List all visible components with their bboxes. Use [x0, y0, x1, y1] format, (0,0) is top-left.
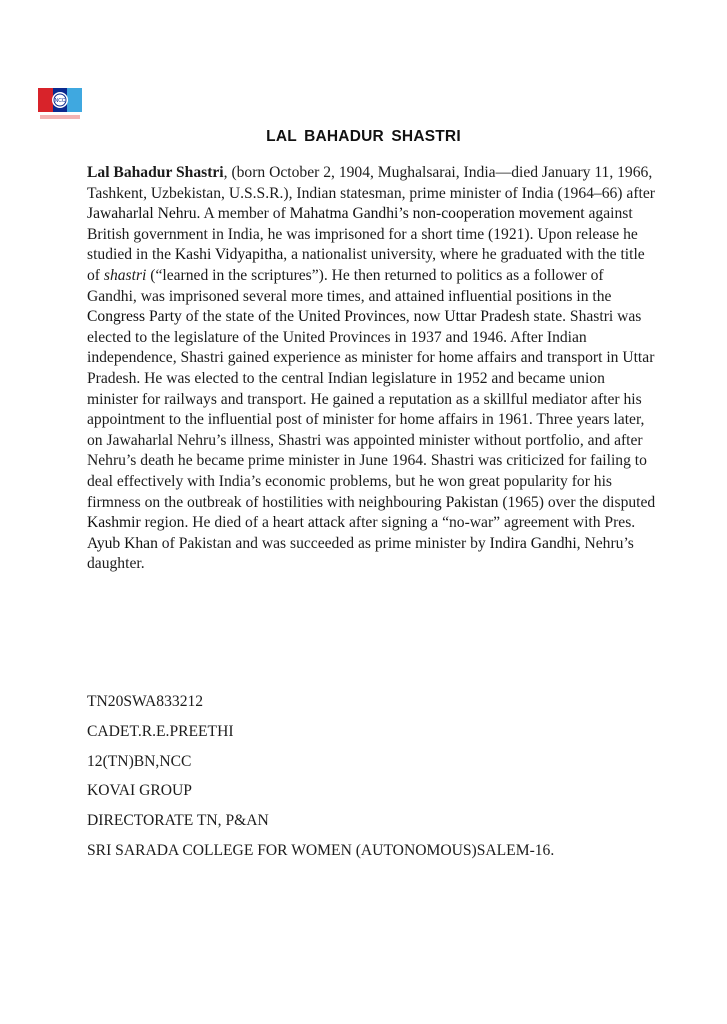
- cadet-number: TN20SWA833212: [87, 693, 204, 710]
- ncc-logo: [38, 88, 82, 124]
- link-pakistan[interactable]: Pakistan: [445, 493, 499, 511]
- text-segment: , now: [405, 308, 445, 326]
- text-segment: , (born October 2, 1904, Mughalsarai, India—died January 11, 1966, Tashkent, Uzbekistan, U.S.S.R.), Indian statesman, prime minister of India (1964–66) after: [87, 164, 655, 202]
- text-segment: . A member of: [196, 205, 290, 223]
- link-united-provinces[interactable]: United Provinces: [297, 308, 406, 326]
- link-indira-gandhi[interactable]: Indira Gandhi: [489, 534, 577, 552]
- group: KOVAI GROUP: [87, 782, 192, 800]
- text-segment: (1965) over the disputed: [498, 493, 656, 511]
- directorate: DIRECTORATE TN, P&AN: [87, 812, 269, 830]
- text-segment: , a nationalist university, where he graduated with the title of: [87, 246, 645, 284]
- cadet-name: CADET.R.E.PREETHI: [87, 722, 234, 740]
- logo-text: NCC: [54, 98, 66, 104]
- text-segment: (“learned in the scriptures”). He then returned to politics as a follower of Gandhi, was imprisoned several more times, and attained influential positions in the: [87, 266, 612, 305]
- battalion: 12(TN)BN,NCC: [87, 752, 192, 770]
- text-segment: of Pakistan and was succeeded as prime minister by: [157, 534, 490, 552]
- text-segment: against British government in India, he was imprisoned for a short time (1921). Upon release he studied in the: [87, 205, 638, 264]
- text-segment: after signing a “no-war” agreement with Pres.: [345, 514, 636, 532]
- link-jawaharlal-nehru[interactable]: Jawaharlal Nehru: [87, 205, 197, 223]
- page-title: LAL BAHADUR SHASTRI: [266, 128, 461, 145]
- link-kashmir[interactable]: Kashmir: [87, 514, 141, 532]
- text-segment: region. He died of a: [140, 514, 273, 532]
- text-segment: state. Shastri was elected to the legislature of the United Provinces in 1937 and 1946. After Indian independence, Shastri gained experience as minister for home affairs and transport in Uttar Pradesh. He was elected to the central Indian legislature in 1952 and became union minister for railways and transport. He gained a reputation as a skillful mediator after his appointment to the influential post of minister for home affairs in 1961. Three years later, on Jawaharlal Nehru’s illness, Shastri was appointed minister without portfolio, and after Nehru’s death he became prime minister in June 1964. Shastri was criticized for failing to deal effectively with India’s economic problems, but he won great popularity for his firmness on the outbreak of hostilities with neighbouring: [87, 308, 655, 511]
- college: SRI SARADA COLLEGE FOR WOMEN (AUTONOMOUS)SALEM-16.: [87, 841, 555, 859]
- link-non-cooperation-movement[interactable]: Mahatma Gandhi’s non-cooperation movement: [289, 205, 585, 223]
- link-congress-party[interactable]: Congress Party: [87, 308, 182, 326]
- signature-block: [87, 692, 554, 871]
- link-ayub-khan[interactable]: Ayub Khan: [87, 534, 158, 552]
- link-heart-attack[interactable]: heart attack: [272, 514, 346, 532]
- link-kashi-vidyapitha[interactable]: Kashi Vidyapitha: [174, 246, 284, 264]
- italic-shastri: shastri: [103, 266, 147, 284]
- text-segment: , Nehru’s daughter.: [87, 534, 634, 573]
- link-uttar-pradesh[interactable]: Uttar Pradesh: [444, 308, 530, 326]
- biography-paragraph: [87, 163, 657, 575]
- text-segment: of the state of the: [181, 308, 298, 326]
- subject-name: Lal Bahadur Shastri: [87, 164, 224, 181]
